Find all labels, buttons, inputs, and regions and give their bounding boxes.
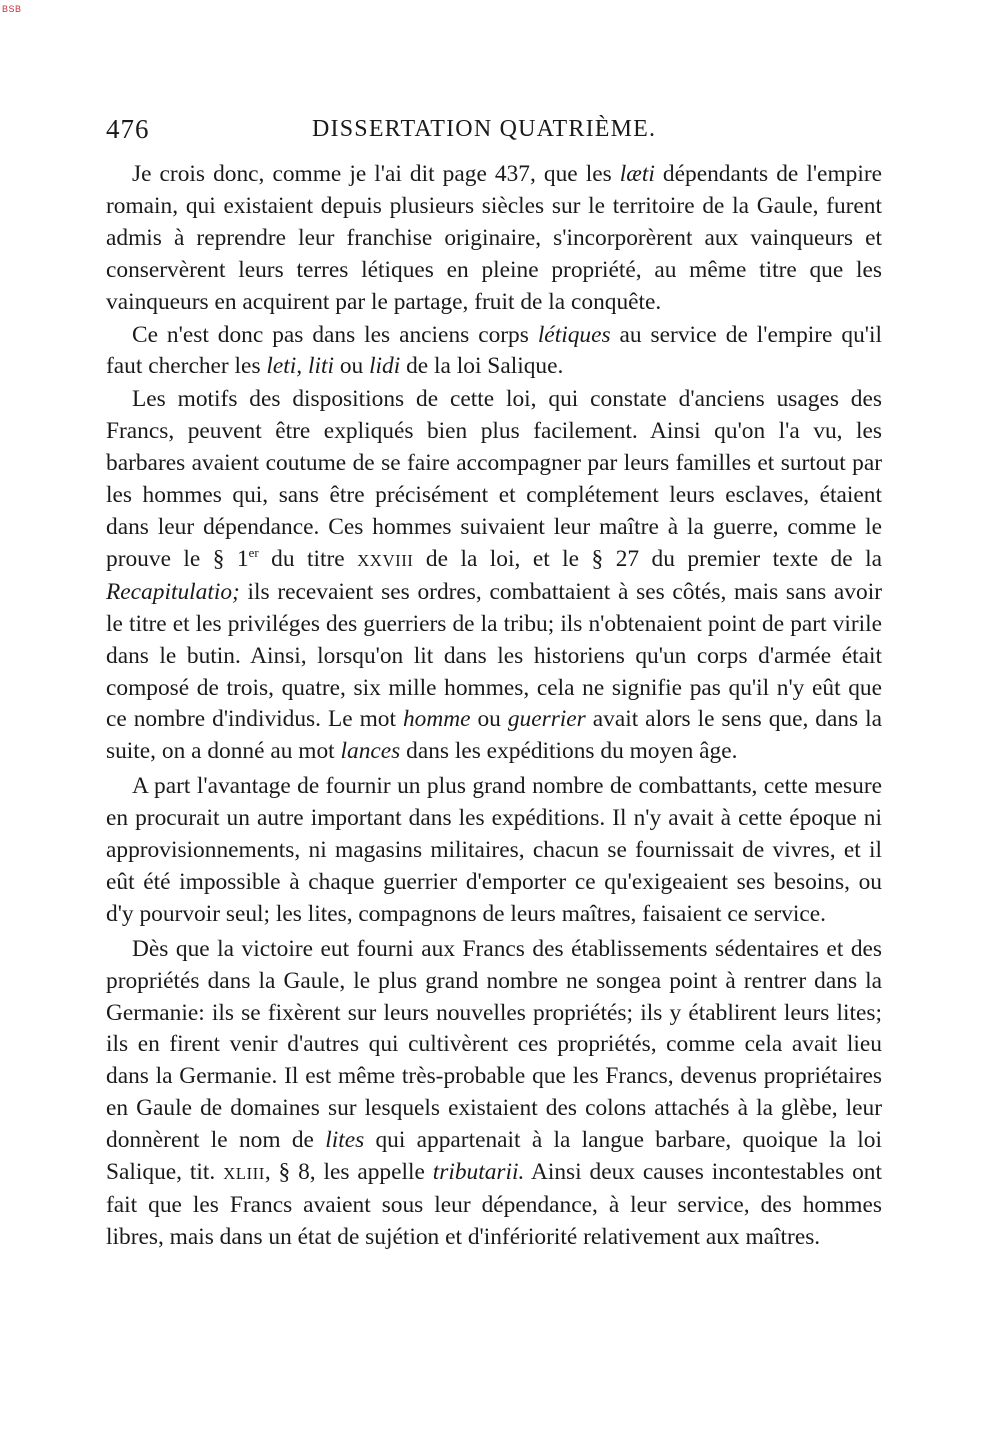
roman-numeral: XXVIII (357, 550, 414, 570)
text-run: ou (470, 706, 508, 733)
italic-text: létiques (537, 321, 611, 348)
text-run: avait alors le sens que, dans la suite, on a donné au mot (106, 706, 883, 765)
paragraph (106, 771, 882, 931)
superscript-text: er (248, 546, 259, 561)
text-run: du titre (258, 545, 358, 572)
italic-text: guerrier (507, 706, 586, 733)
text-run: de la loi Salique. (400, 353, 564, 380)
text-run: A part l'avantage de fournir un plus grand nombre de combattants, cette mesure en procurait un autre important dans les expéditions. Il n'y avait à cette époque ni approvisionnements, ni magasins militaires, chacun se fournissait de vivres, et il eût été impossible à chaque guerrier d'emporter ce qu'exigeaient ses besoins, ou d'y pourvoir seul; les lites, compagnons de leurs maîtres, faisaient ce service. (106, 773, 882, 927)
text-run: , § 8, les appelle (264, 1159, 433, 1186)
roman-numeral: XLIII (223, 1164, 265, 1184)
paragraph (106, 384, 882, 768)
paragraph (106, 159, 882, 319)
paragraph (106, 934, 882, 1254)
text-run: dans les expéditions du moyen âge. (400, 738, 738, 765)
text-run: Dès que la victoire eut fourni aux Francs des établissements sédentaires et des propriétés dans la Gaule, le plus grand nombre ne songea point à rentrer dans la Germanie: ils se fixèrent sur leurs nouvelles propriétés; ils y établirent leurs lites; ils en firent venir d'autres qui cultivèrent ces propriétés, comme cela avait lieu dans la Germanie. Il est même très-probable que les Francs, devenus propriétaires en Gaule de domaines sur lesquels existaient des colons attachés à la glèbe, leur donnèrent le nom de (106, 935, 882, 1154)
text-run: Ce n'est donc pas dans les anciens corps (132, 321, 538, 348)
italic-text: tributarii. (432, 1159, 525, 1186)
italic-text: lidi (369, 353, 401, 380)
italic-text: homme (402, 706, 471, 733)
italic-text: lites (325, 1127, 365, 1154)
italic-text: læti (619, 161, 655, 187)
page-header (106, 114, 886, 150)
text-run: Les motifs des dispositions de cette loi, qui constate d'anciens usages des Francs, peuvent être expliqués bien plus facilement. Ainsi qu'on l'a vu, les barbares avaient coutume de se faire accompagner par leurs familles et surtout par les hommes qui, sans être précisément et complétement leurs esclaves, étaient dans leur dépendance. Ces hommes suivaient leur maître à la guerre, comme le prouve le § 1 (106, 386, 882, 572)
text-run: ils recevaient ses ordres, combattaient à ses côtés, mais sans avoir le titre et les priviléges des guerriers de la tribu; ils n'obtenaient point de part virile dans le butin. Ainsi, lorsqu'on lit dans les historiens qu'un corps d'armée était composé de trois, quatre, six mille hommes, cela ne signifie pas qu'il n'y eût que ce nombre d'individus. Le mot (106, 578, 882, 733)
text-run: de la loi, et le § 27 du premier texte de la (413, 545, 882, 572)
italic-text: leti, liti (266, 353, 334, 380)
text-run: Ainsi deux causes incontestables ont fait que les Francs avaient sous leur dépendance, à leur service, des hommes libres, mais dans un état de sujétion et d'infériorité relativement aux maîtres. (106, 1159, 882, 1250)
library-watermark: BSB (2, 4, 22, 14)
text-run: ou (333, 353, 370, 380)
italic-text: lances (340, 738, 401, 765)
text-run: au service de l'empire qu'il faut chercher les (106, 321, 882, 380)
running-title: DISSERTATION QUATRIÈME. (312, 116, 657, 142)
text-run: Je crois donc, comme je l'ai dit page 437, que les (132, 161, 620, 187)
text-run: dépendants de l'empire romain, qui existaient depuis plusieurs siècles sur le territoire de la Gaule, furent admis à reprendre leur franchise originaire, s'incorporèrent aux vainqueurs et conservèrent leurs terres létiques en pleine propriété, au même titre que les vainqueurs en acquirent par le partage, fruit de la conquête. (106, 161, 883, 315)
italic-text: Recapitulatio; (106, 578, 240, 605)
paragraph (106, 320, 882, 384)
text-run: qui appartenait à la langue barbare, quoique la loi Salique, tit. (106, 1127, 883, 1186)
page-number: 476 (106, 114, 150, 144)
body-text (106, 159, 882, 1254)
